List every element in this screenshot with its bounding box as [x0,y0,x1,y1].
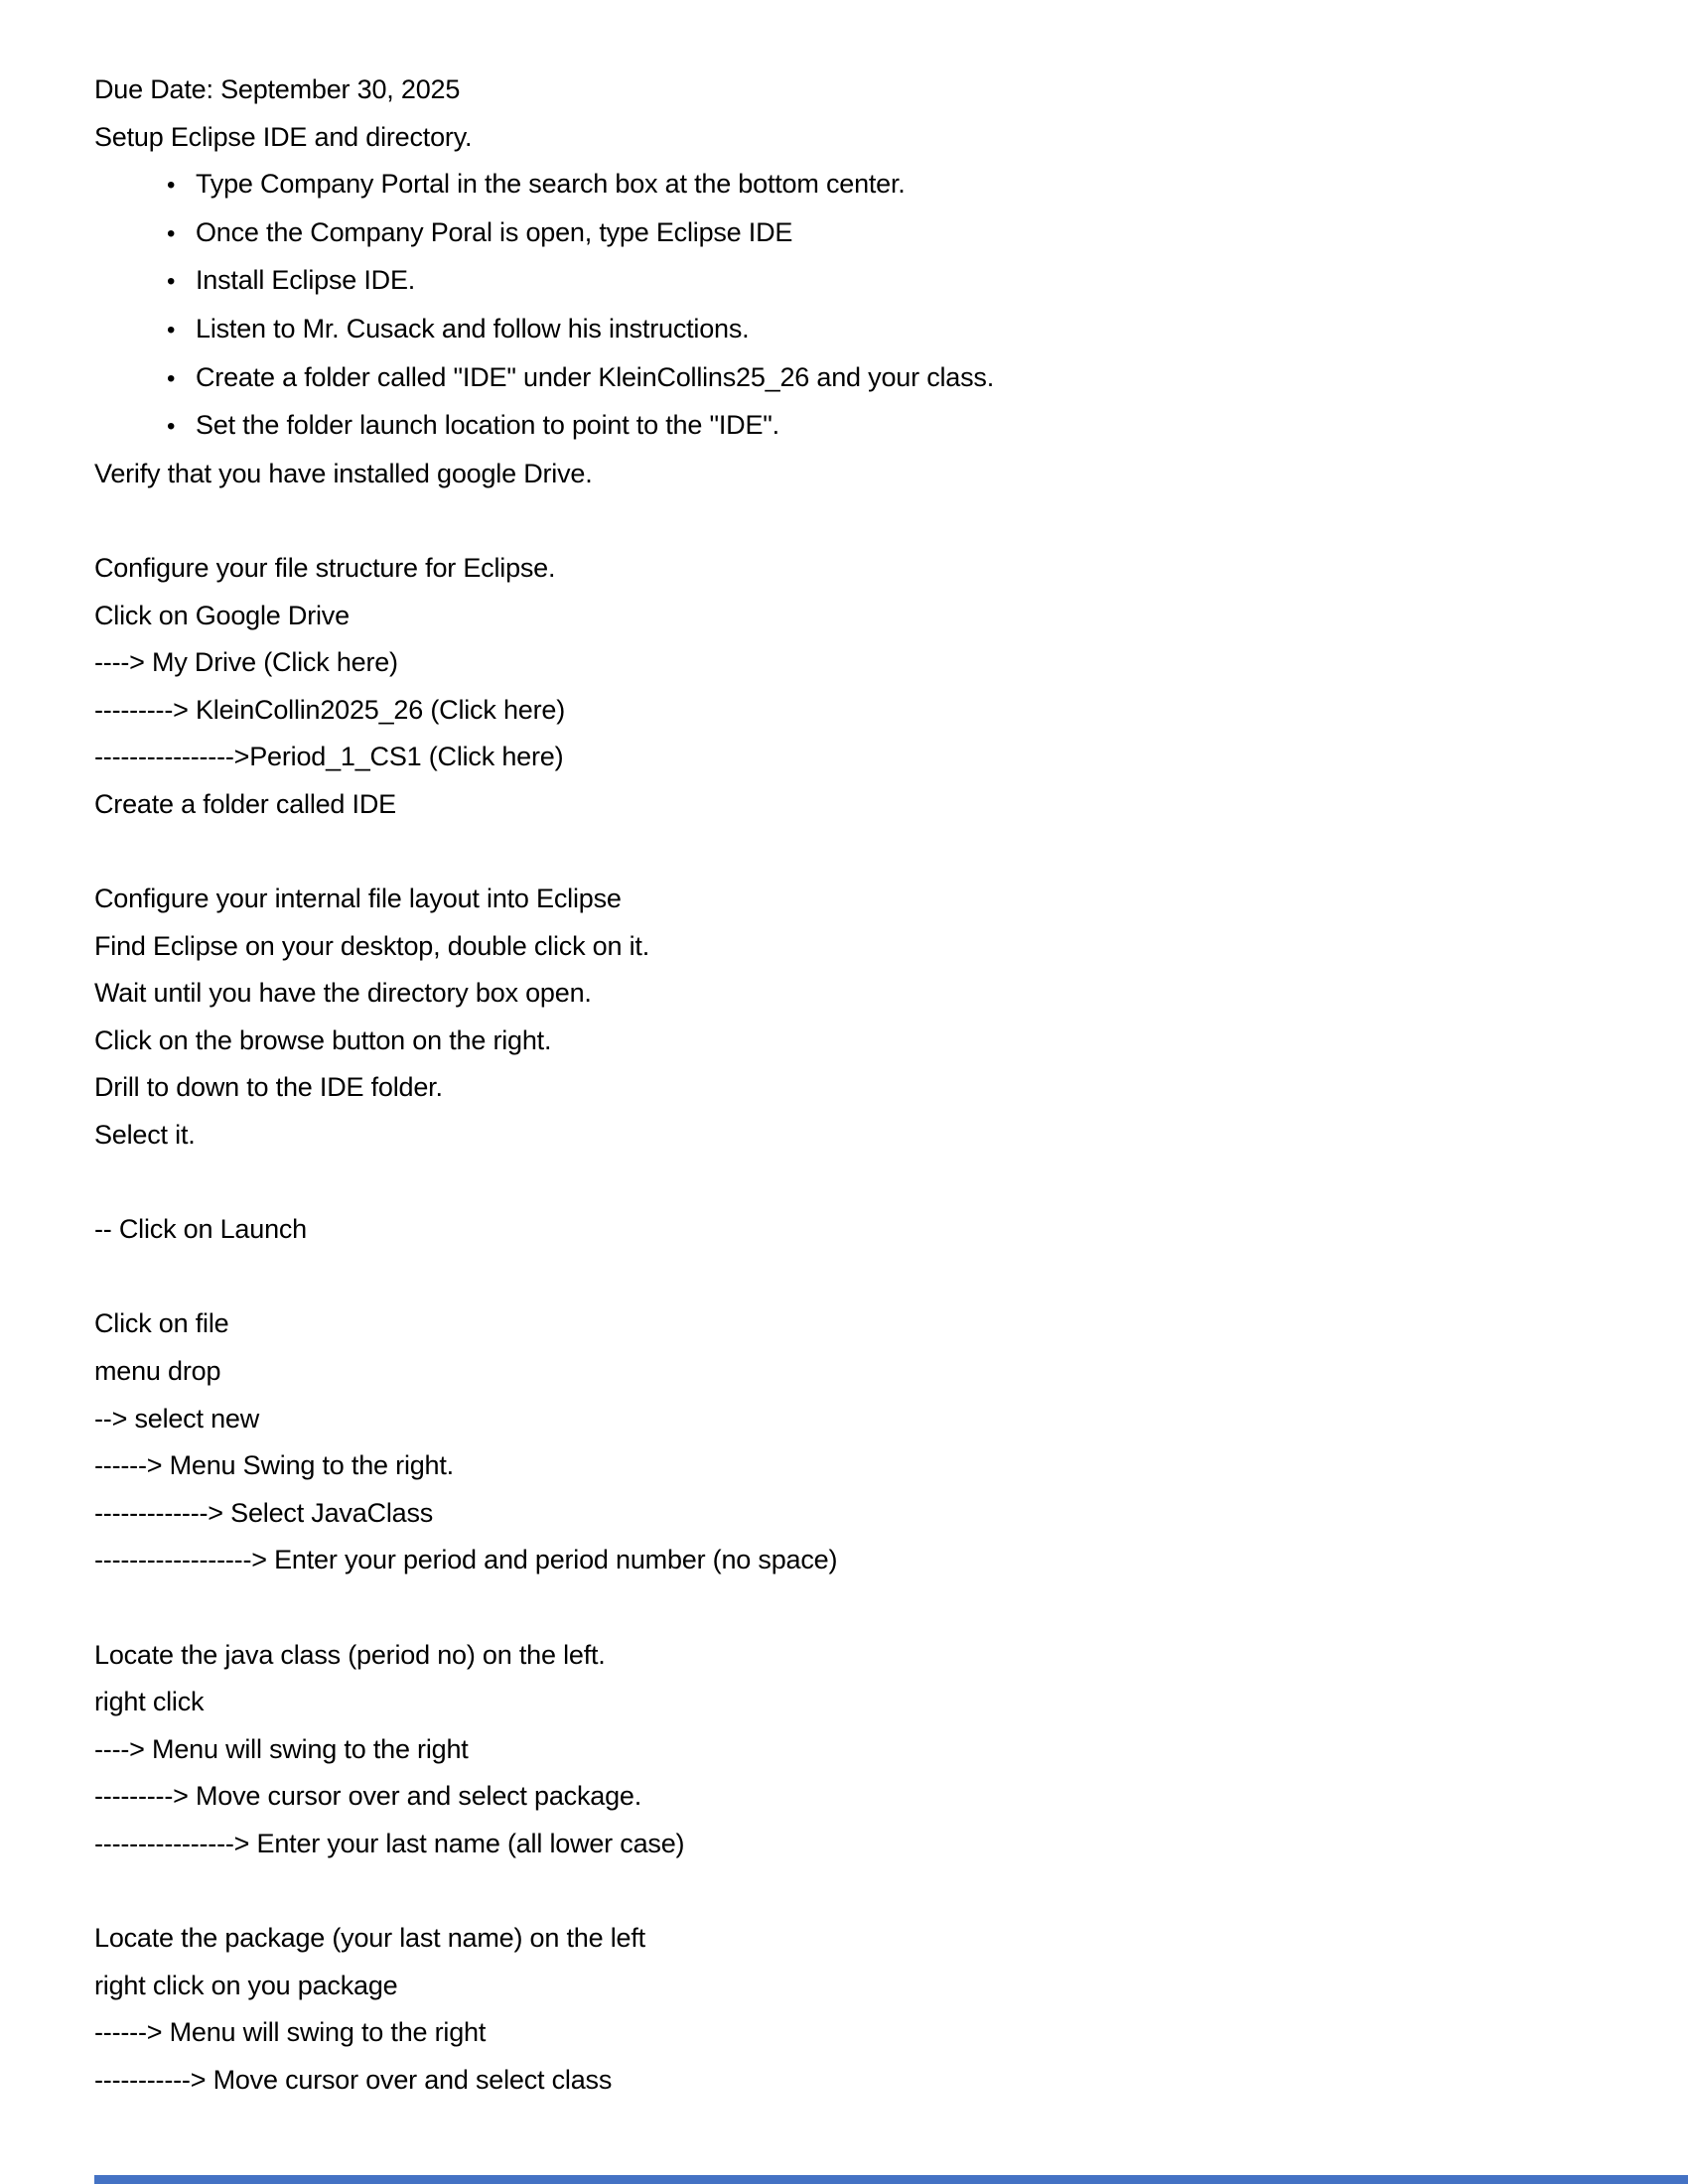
text-line: Wait until you have the directory box open. [94,978,592,1009]
text-line: ----------------> Enter your last name (all lower case) [94,1828,685,1858]
text-line: ---------> Move cursor over and select package. [94,1781,642,1812]
blank-line [94,1160,1648,1207]
text-line: menu drop [94,1356,221,1387]
text-line: Setup Eclipse IDE and directory. [94,121,473,152]
text-line: Find Eclipse on your desktop, double click on it. [94,930,650,961]
bullet-icon: • [167,413,176,441]
bullet-icon: • [167,172,176,200]
blank-line [94,1584,1648,1632]
bullet-line-text: Set the folder launch location to point to the "IDE". [196,410,779,441]
bullet-line [94,354,1648,403]
text-line: ----> My Drive (Click here) [94,647,398,678]
bullet-line-text: Listen to Mr. Cusack and follow his instructions. [196,313,750,343]
text-line: Configure your internal file layout into Eclipse [94,884,622,914]
text-line: Click on file [94,1308,229,1339]
text-line: -----------> Move cursor over and select class [94,2064,613,2095]
bullet-line [94,306,1648,354]
bullet-icon: • [167,364,176,392]
text-line: -- Click on Launch [94,1214,307,1245]
bullet-line-text: Create a folder called "IDE" under KleinCollins25_26 and your class. [196,361,995,392]
bullet-icon: • [167,316,176,343]
bullet-line-text: Install Eclipse IDE. [196,265,416,296]
document-lines [94,67,1648,2105]
bottom-accent-bar [94,2175,1688,2184]
blank-line [94,829,1648,877]
text-line: Create a folder called IDE [94,788,396,819]
bullet-line-text: Type Company Portal in the search box at the bottom center. [196,169,906,200]
text-line: Click on the browse button on the right. [94,1024,552,1055]
text-line: -------------> Select JavaClass [94,1497,434,1528]
text-line: Configure your file structure for Eclipse. [94,552,556,583]
text-line: ------------------> Enter your period and period number (no space) [94,1545,838,1575]
text-line: ---------> KleinCollin2025_26 (Click here) [94,694,565,725]
text-line: ---------------->Period_1_CS1 (Click here) [94,742,564,772]
bullet-line-text: Once the Company Poral is open, type Eclipse IDE [196,216,793,247]
blank-line [94,1868,1648,1916]
text-line: ------> Menu will swing to the right [94,2017,487,2048]
text-line: ----> Menu will swing to the right [94,1733,469,1764]
text-line: right click [94,1687,205,1717]
text-line: Locate the package (your last name) on the left [94,1923,645,1954]
text-line: --> select new [94,1403,260,1433]
bullet-line [94,209,1648,258]
text-line: Click on Google Drive [94,600,350,630]
text-line: right click on you package [94,1970,398,2000]
text-line: Locate the java class (period no) on the left. [94,1639,606,1670]
bullet-icon: • [167,219,176,247]
bullet-line [94,402,1648,451]
text-line: Select it. [94,1120,196,1151]
text-line: Due Date: September 30, 2025 [94,74,461,104]
blank-line [94,497,1648,545]
blank-line [94,1254,1648,1301]
text-line: ------> Menu Swing to the right. [94,1450,454,1481]
bullet-line [94,257,1648,306]
bullet-line [94,161,1648,209]
text-line: Drill to down to the IDE folder. [94,1072,443,1103]
text-line: Verify that you have installed google Drive. [94,458,593,488]
bullet-icon: • [167,268,176,296]
